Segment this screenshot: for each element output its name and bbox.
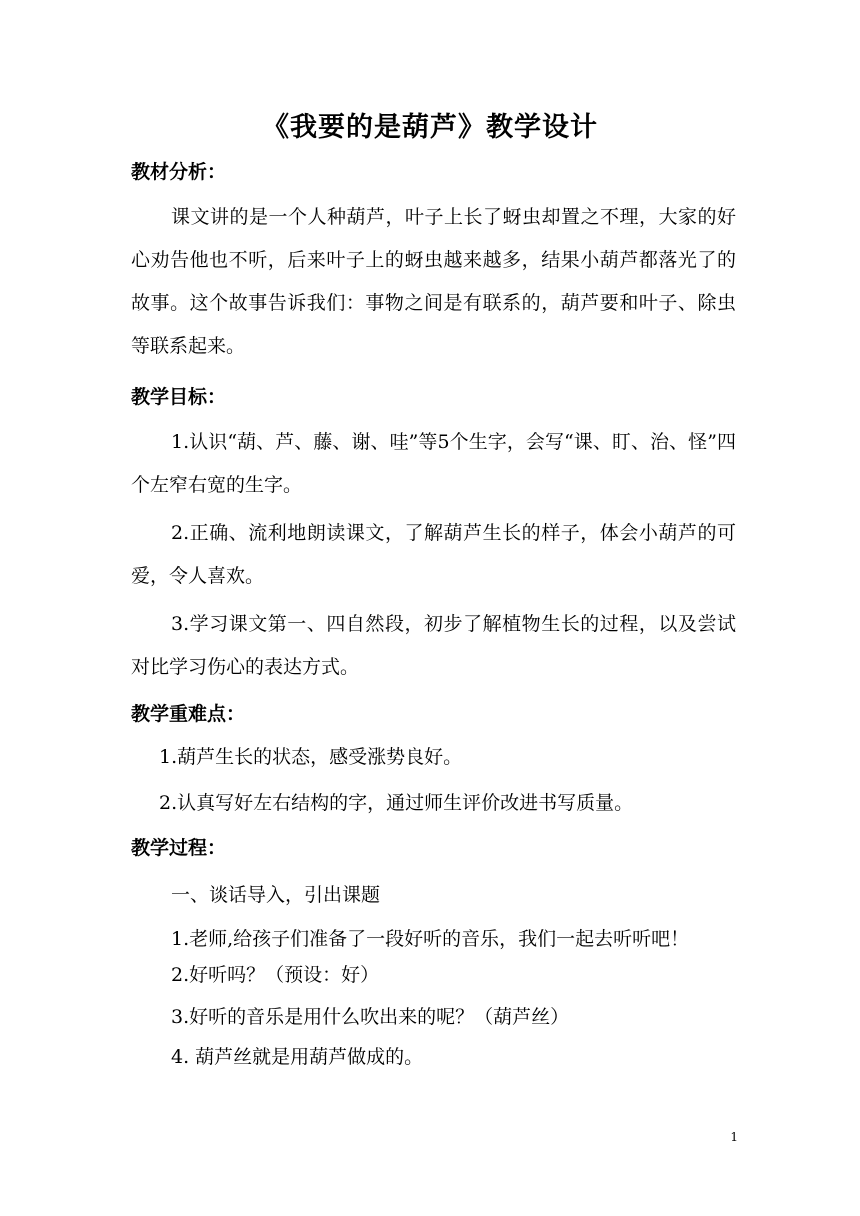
- process-item: 4. 葫芦丝就是用葫芦做成的。: [171, 1046, 424, 1068]
- goal-item: 1.认识“葫、芦、藤、谢、哇”等5个生字，会写“课、盯、治、怪”四个左窄右宽的生字。: [131, 431, 736, 496]
- key-point-item: 2.认真写好左右结构的字，通过师生评价改进书写质量。: [159, 792, 634, 814]
- heading-process: 教学过程：: [131, 837, 227, 859]
- key-point-item: 1.葫芦生长的状态，感受涨势良好。: [159, 746, 463, 768]
- heading-key-points: 教学重难点：: [131, 703, 246, 725]
- page-number: 1: [730, 1130, 738, 1144]
- process-item: 2.好听吗？（预设：好）: [171, 964, 380, 986]
- process-item: 1.老师,给孩子们准备了一段好听的音乐，我们一起去听听吧！: [171, 928, 690, 950]
- document-title: 《我要的是葫芦》教学设计: [262, 112, 598, 143]
- goal-item: 3.学习课文第一、四自然段，初步了解植物生长的过程，以及尝试对比学习伤心的表达方式。: [131, 613, 736, 678]
- heading-goals: 教学目标：: [131, 386, 227, 408]
- process-item: 一、谈话导入，引出课题: [171, 884, 381, 906]
- analysis-paragraph: 课文讲的是一个人种葫芦，叶子上长了蚜虫却置之不理，大家的好心劝告他也不听，后来叶子上的蚜虫越来越多，结果小葫芦都落光了的故事。这个故事告诉我们：事物之间是有联系的，葫芦要和叶子、除虫等联系起来。: [131, 206, 736, 357]
- goal-item: 2.正确、流利地朗读课文，了解葫芦生长的样子，体会小葫芦的可爱，令人喜欢。: [131, 522, 736, 587]
- heading-analysis: 教材分析：: [131, 161, 227, 183]
- process-item: 3.好听的音乐是用什么吹出来的呢？（葫芦丝）: [171, 1006, 570, 1028]
